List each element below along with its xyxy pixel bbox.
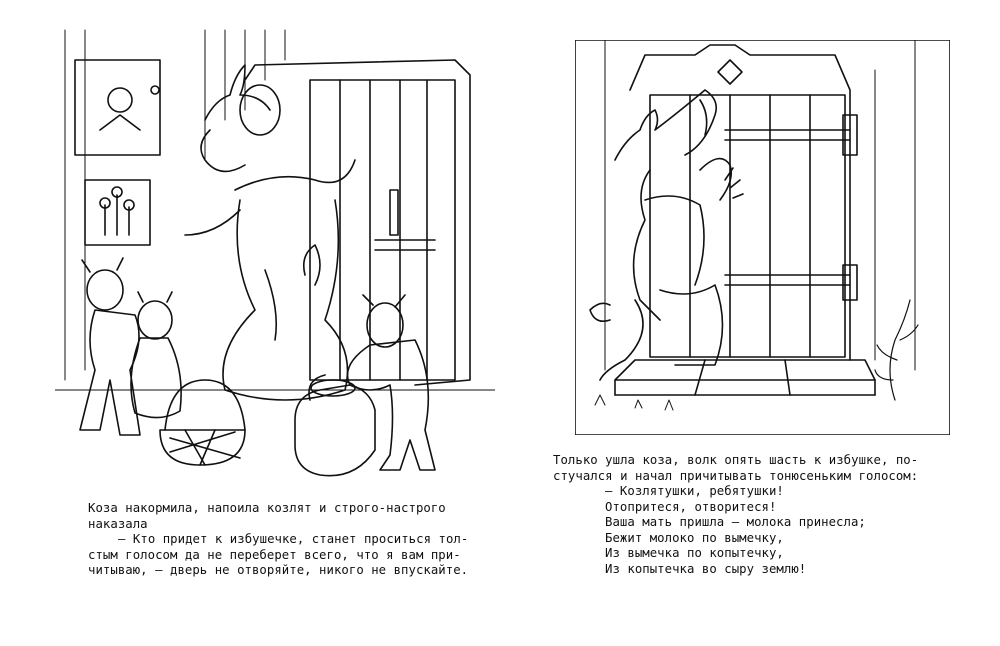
- left-page-text: [88, 501, 488, 579]
- wall-planks: [65, 30, 285, 380]
- paragraph-line: Отопритеся, отворитеся!: [605, 499, 777, 514]
- wall-picture-flowers: [85, 180, 150, 245]
- wolf-at-door-illustration: [575, 40, 950, 435]
- paragraph-line: Из копытечка во сыру землю!: [605, 561, 807, 576]
- wolf: [590, 90, 743, 380]
- illustration-frame: [575, 40, 950, 435]
- wall-planks: [605, 40, 915, 370]
- paragraph-line: — Козлятушки, ребятушки!: [605, 484, 784, 498]
- kid-goat-right: [348, 295, 436, 470]
- door: [245, 60, 470, 385]
- goat-mother-and-kids-illustration: [55, 20, 495, 480]
- right-page-text: [553, 453, 953, 577]
- goat-mother: [185, 65, 355, 400]
- wall-picture-sun: [75, 60, 160, 155]
- paragraph-line: Коза накормила, напоила козлят и строго-настрого: [88, 501, 446, 515]
- paragraph-line: наказала: [88, 516, 148, 531]
- door: [630, 45, 857, 360]
- paragraph-line: стым голосом да не переберет всего, что я вам при-: [88, 547, 461, 562]
- paragraph-line: Только ушла коза, волк опять шасть к избушке, по-: [553, 453, 919, 467]
- kid-goat-left: [80, 258, 140, 435]
- door-step: [615, 360, 875, 395]
- grass-left: [595, 395, 673, 410]
- plant-right: [875, 300, 918, 400]
- basket: [160, 380, 245, 465]
- paragraph-line: Из вымечка по копытечку,: [605, 546, 784, 560]
- paragraph-line: Ваша мать пришла — молока принесла;: [605, 515, 866, 529]
- paragraph-line: — Кто придет к избушечке, станет проситься тол-: [118, 532, 469, 546]
- paragraph-line: стучался и начал причитывать тонюсеньким голосом:: [553, 468, 919, 483]
- paragraph-line: читываю, — дверь не отворяйте, никого не впускайте.: [88, 563, 469, 577]
- paragraph-line: Бежит молоко по вымечку,: [605, 530, 784, 545]
